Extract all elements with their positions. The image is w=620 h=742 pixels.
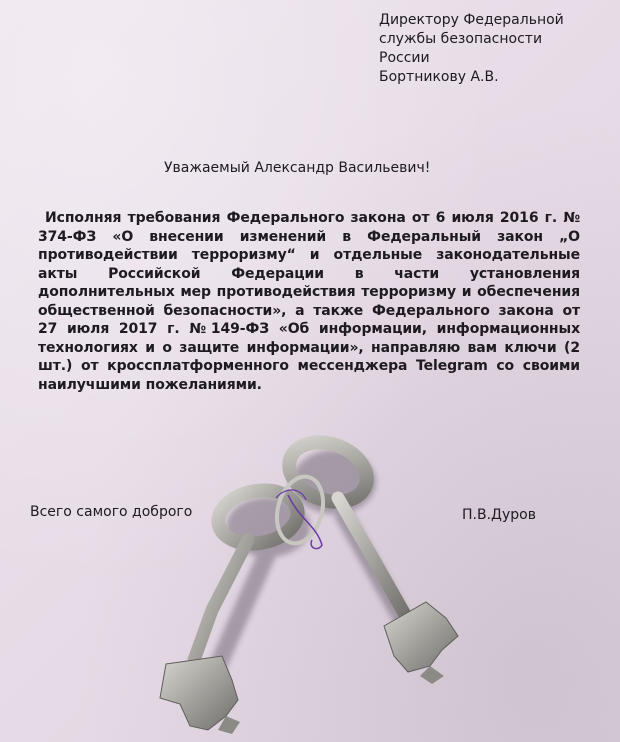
key-right xyxy=(281,432,458,684)
letter-closing: Всего самого доброго xyxy=(30,504,193,520)
letter-body: Исполняя требования Федерального закона от 6 июля 2016 г. № 374-ФЗ «О внесении изменений в Федеральный закон „О противодействии терроризму“ и отдельные законодательные акты Российской Федерации в части установления дополнительных мер противодействия терроризму и обеспечения общественной безопасности», а также Федерального закона от 27 июля 2017 г. №149-ФЗ «Об информации, информационных технологиях и о защите информации», направляю вам ключи (2 шт.) от кроссплатформенного мессенджера Telegram со своими наилучшими пожеланиями. xyxy=(38,210,580,393)
key-ring xyxy=(270,471,330,548)
key-shadows xyxy=(204,450,421,697)
letter-salutation: Уважаемый Александр Васильевич! xyxy=(164,160,431,176)
letter-addressee: Директору Федеральной службы безопасности России Бортникову А.В. xyxy=(379,12,564,85)
letter-signature: П.В.Дуров xyxy=(462,507,536,523)
